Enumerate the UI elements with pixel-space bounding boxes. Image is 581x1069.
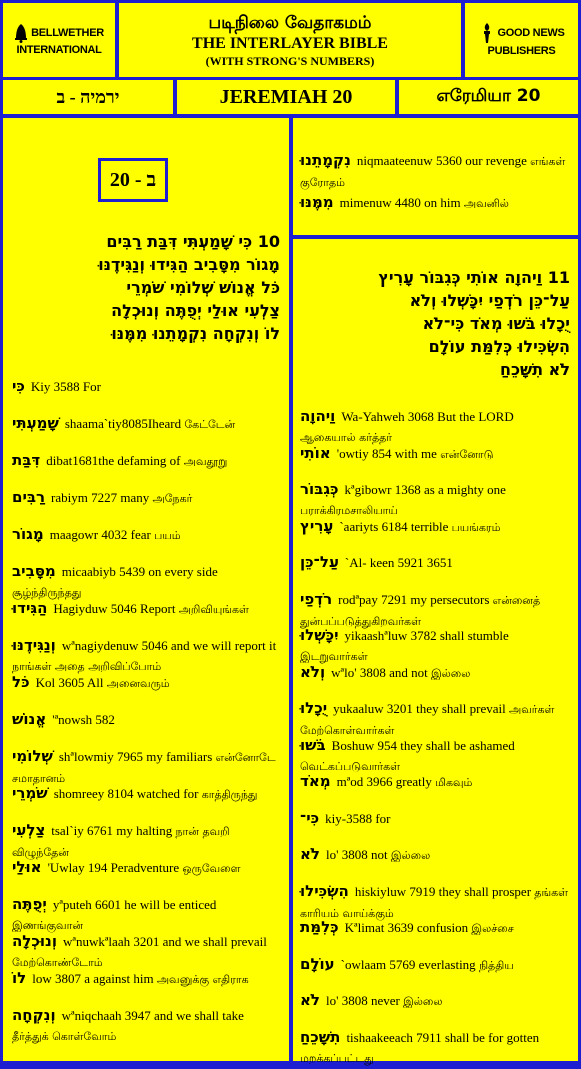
verse10-line: צַלְעִי אוּלַי יְפֻתֶּה וְנוּכְלָה (111, 301, 280, 320)
goodnews-logo (465, 3, 578, 77)
interlinear-entry (12, 413, 282, 435)
interlinear-entry (300, 516, 572, 538)
hebrew-word: נִקְמָתֵנוּ (300, 151, 351, 169)
tamil-gloss: பயம் (154, 529, 181, 542)
interlinear-entry (12, 672, 282, 694)
transliteration: shªlowmiy 7965 my familiars (58, 749, 216, 764)
interlinear-entry (300, 808, 572, 829)
tamil-gloss: ஆகையால் கர்த்தர் (300, 431, 393, 444)
tamil-gloss: மிகவும் (435, 776, 473, 789)
interlinear-entry (300, 844, 572, 866)
interlinear-entry (12, 857, 282, 879)
tamil-gloss: என்னோடே சமாதானம் (12, 751, 276, 785)
interlinear-entry (300, 917, 572, 939)
tamil-gloss: அநேகர் (152, 492, 193, 505)
interlinear-entry (300, 1027, 572, 1069)
tamil-gloss: சூழ்ந்திருந்தது (12, 586, 82, 599)
hebrew-word: כֹּל (12, 673, 30, 691)
transliteration: wªnagiydenuw 5046 and we will report it (61, 638, 277, 653)
title-main: THE INTERLAYER BIBLE (192, 34, 388, 52)
title-tamil: படிநிலை வேதாகமம் (208, 12, 372, 33)
tamil-gloss: அவனில் (463, 197, 509, 210)
transliteration: Boshuw 954 they shall be ashamed (331, 737, 515, 753)
hebrew-word: הַגִּידוּ (12, 599, 48, 617)
transliteration: Kªlimat 3639 confusion (344, 920, 472, 935)
interlinear-entry (300, 150, 572, 193)
interlinear-entry (12, 931, 282, 973)
interlinear-entry (12, 450, 282, 472)
interlinear-entry (12, 709, 282, 730)
verse-11 (300, 266, 570, 381)
tamil-gloss: கேட்டேன் (184, 418, 236, 431)
bell-icon (14, 23, 28, 43)
tamil-gloss: அனைவரும் (106, 677, 170, 690)
hebrew-word: וַיהוָה (300, 407, 336, 425)
hebrew-word: שְׁלוֹמִי (12, 747, 53, 765)
logo-line1-right: GOOD NEWS (497, 27, 565, 39)
book-english: JEREMIAH 20 (177, 80, 395, 114)
book-tamil: எரேமியா 20 (399, 80, 578, 114)
tamil-gloss: இடறுவார்கள் (300, 650, 368, 663)
interlinear-entry (300, 662, 572, 684)
transliteration: Kol 3605 All (35, 675, 107, 690)
tamil-gloss: நாங்கள் அதை அறிவிப்போம் (12, 660, 162, 673)
tamil-gloss: வெட்கப்படுவார்கள் (300, 759, 401, 773)
transliteration: Hagiyduw 5046 Report (53, 601, 179, 616)
hebrew-word: הִשְׂכִּילוּ (300, 881, 349, 900)
transliteration: niqmaateenuw 5360 our revenge (356, 153, 531, 168)
hebrew-word: אֱנוֹשׁ (12, 710, 47, 728)
transliteration: Kiy 3588 For (30, 379, 101, 394)
hebrew-word: עוֹלָם (300, 954, 335, 973)
hebrew-word: וְלֹא (300, 662, 326, 681)
tamil-gloss: அவதூறு (183, 455, 228, 468)
interlinear-entry (300, 443, 572, 465)
hebrew-word: וְנַגִּידֶנּוּ (12, 636, 56, 654)
tamil-gloss: அவனுக்கு எதிராக (156, 973, 249, 986)
verse11-line: הִשְׂכִּילוּ כְּלִמַּת עוֹלָם (428, 337, 570, 356)
interlinear-entry (300, 771, 572, 793)
transliteration: wªlo' 3808 and not (331, 664, 431, 680)
hebrew-word: כִּי (12, 377, 25, 395)
transliteration: tishaakeeach 7911 shall be for gotten (346, 1029, 540, 1045)
hebrew-word: לוֹ (12, 969, 27, 987)
transliteration: 'owtiy 854 with me (336, 445, 441, 461)
verse11-line: לֹא תִשָּׁכֵחַ (499, 360, 570, 379)
tamil-gloss: என்னைத் துன்பப்படுத்துகிறவர்கள் (300, 593, 541, 628)
transliteration: shomreey 8104 watched for (53, 786, 202, 801)
transliteration: `aariyts 6184 terrible (339, 518, 452, 534)
hebrew-word: לֹא (300, 845, 320, 863)
transliteration: maagowr 4032 fear (49, 527, 155, 542)
verse-10 (12, 230, 280, 345)
tamil-gloss: தீர்த்துக் கொள்வோம் (12, 1030, 117, 1043)
interlinear-entry (300, 552, 572, 573)
interlinear-entry (12, 1005, 282, 1047)
transliteration: wªniqchaah 3947 and we shall take (61, 1008, 244, 1023)
logo-line1: BELLWETHER (31, 27, 104, 39)
verse10-line: לוֹ וְנִקְחָה נִקְמָתֵנוּ מִמֶּנּוּ (111, 324, 280, 343)
transliteration: lo' 3808 never (326, 993, 404, 1008)
transliteration: kiy-3588 for (325, 810, 391, 826)
hebrew-word: עַל־כֵּן (300, 553, 339, 571)
interlinear-entry (12, 561, 282, 603)
interlinear-entry (300, 990, 572, 1012)
tamil-gloss: இல்லை (403, 995, 443, 1008)
interlinear-entry (12, 487, 282, 509)
hebrew-word: יֻכָלוּ (300, 699, 328, 717)
interlinear-entry (12, 783, 282, 805)
verse10-line: כֹּל אֱנוֹשׁ שְׁלוֹמִי שֹׁמְרֵי (126, 278, 280, 297)
interlinear-entry (12, 598, 282, 620)
tamil-gloss: பயங்கரம் (451, 520, 501, 534)
hebrew-word: יִכָּשְׁלוּ (300, 626, 339, 644)
logo-line2-right: PUBLISHERS (487, 45, 556, 57)
bellwether-logo (3, 3, 115, 77)
transliteration: micaabiyb 5439 on every side (61, 564, 218, 579)
hebrew-word: מָגוֹר (12, 525, 44, 543)
tamil-gloss: தங்கள் காரியம் வாய்க்கும் (300, 885, 569, 920)
transliteration: lo' 3808 not (326, 847, 391, 862)
transliteration: `owlaam 5769 everlasting (340, 956, 479, 972)
verse11-line: יֻכָלוּ בֹּשׁוּ מְאֹד כִּי־לֹא (422, 314, 570, 333)
transliteration: dibat1681the defaming of (46, 453, 184, 468)
interlinear-entry (300, 954, 572, 976)
chapter-label: 20 - ב (98, 158, 168, 202)
hebrew-word: אוֹתִי (300, 443, 331, 462)
hebrew-word: מִמֶּנּוּ (300, 193, 334, 211)
transliteration: shaama`tiy8085Iheard (64, 416, 185, 431)
hebrew-word: וְנוּכְלָה (12, 932, 57, 950)
hebrew-word: בֹּשׁוּ (300, 735, 326, 754)
tamil-gloss: இல்லை (430, 666, 471, 680)
interlinear-entry (12, 376, 282, 397)
interlinear-entry (300, 192, 572, 214)
title-block (119, 3, 461, 77)
transliteration: 'ªnowsh 582 (52, 712, 115, 727)
tamil-gloss: என்னோடு (440, 447, 494, 461)
tamil-gloss: நான் தவறி விழுந்தேன் (12, 825, 230, 859)
transliteration: mimenuw 4480 on him (339, 195, 464, 210)
transliteration: low 3807 a against him (32, 971, 157, 986)
transliteration: tsal`iy 6761 my halting (51, 823, 176, 838)
interlinear-entry (12, 968, 282, 990)
hebrew-word: צַלְעִי (12, 821, 46, 839)
hebrew-word: לֹא (300, 991, 320, 1009)
hebrew-word: אוּלַי (12, 858, 42, 876)
tamil-gloss: அறிவியுங்கள் (178, 603, 249, 616)
hebrew-word: רֹדְפַי (300, 589, 333, 608)
tamil-gloss: மறக்கப்பட்டது (300, 1051, 374, 1065)
hebrew-word: כִּי־ (300, 808, 320, 827)
hebrew-word: מִסָּבִיב (12, 562, 56, 580)
verse10-line: 10 כִּי שָׁמַעְתִּי דִּבַּת רַבִּים (106, 232, 280, 251)
tamil-gloss: எங்கள் குரோதம் (300, 155, 566, 189)
tamil-gloss: ஒருவேளை (182, 862, 241, 875)
verse11-line: 11 וַיהוָה אוֹתִי כְּגִבּוֹר עָרִיץ (378, 268, 570, 287)
transliteration: mªod 3966 greatly (336, 774, 436, 789)
tamil-gloss: இலச்சை (471, 922, 514, 935)
tamil-gloss: நித்திய (478, 958, 514, 972)
book-hebrew: ירמיה - ב (3, 80, 173, 114)
verse10-line: מָגוֹר מִסָּבִיב הַגִּידוּ וְנַגִּידֶנּוּ (98, 255, 280, 274)
transliteration: Wa-Yahweh 3068 But the LORD (341, 409, 514, 424)
logo-line2: INTERNATIONAL (16, 44, 102, 56)
hebrew-word: תִשָּׁכֵחַ (300, 1027, 341, 1046)
verse11-line: עַל־כֵּן רֹדְפַי יִכָּשְׁלוּ וְלֹא (409, 291, 570, 310)
tamil-gloss: இணங்குவான் (12, 919, 83, 932)
transliteration: `Al- keen 5921 3651 (344, 555, 453, 570)
hebrew-word: עָרִיץ (300, 516, 334, 535)
transliteration: yªputeh 6601 he will be enticed (52, 897, 217, 912)
hebrew-word: רַבִּים (12, 488, 46, 506)
title-sub: (WITH STRONG'S NUMBERS) (205, 53, 375, 68)
tamil-gloss: பராக்கிரமசாலியாய் (300, 504, 398, 517)
transliteration: rodªpay 7291 my persecutors (338, 591, 493, 607)
hebrew-word: יְפֻתֶּה (12, 895, 47, 913)
hebrew-word: וְנִקְחָה (12, 1006, 56, 1024)
transliteration: yukaaluw 3201 they shall prevail (333, 701, 509, 716)
hebrew-word: כְּלִמַּת (300, 918, 339, 936)
transliteration: 'Uwlay 194 Peradventure (47, 860, 183, 875)
transliteration: kªgibowr 1368 as a mighty one (344, 482, 506, 497)
torch-icon (479, 22, 495, 44)
hebrew-word: שָׁמַעְתִּי (12, 414, 59, 432)
tamil-gloss: காத்திருந்து (201, 788, 258, 801)
tamil-gloss: அவர்கள் மேற்கொள்வார்கள் (300, 703, 555, 737)
tamil-gloss: மேற்கொண்டோம் (12, 956, 103, 969)
transliteration: wªnuwkªlaah 3201 and we shall prevail (62, 934, 267, 949)
transliteration: rabiym 7227 many (51, 490, 153, 505)
interlinear-entry (12, 894, 282, 936)
hebrew-word: שֹׁמְרֵי (12, 784, 48, 802)
interlinear-entry (12, 635, 282, 677)
interlinear-entry (12, 524, 282, 546)
hebrew-word: מְאֹד (300, 772, 331, 790)
transliteration: hiskiyluw 7919 they shall prosper (354, 883, 535, 899)
transliteration: yikaashªluw 3782 shall stumble (344, 628, 509, 643)
hebrew-word: דִּבַּת (12, 451, 41, 469)
tamil-gloss: இல்லை (390, 849, 431, 862)
hebrew-word: כְּגִבּוֹר (300, 480, 339, 498)
